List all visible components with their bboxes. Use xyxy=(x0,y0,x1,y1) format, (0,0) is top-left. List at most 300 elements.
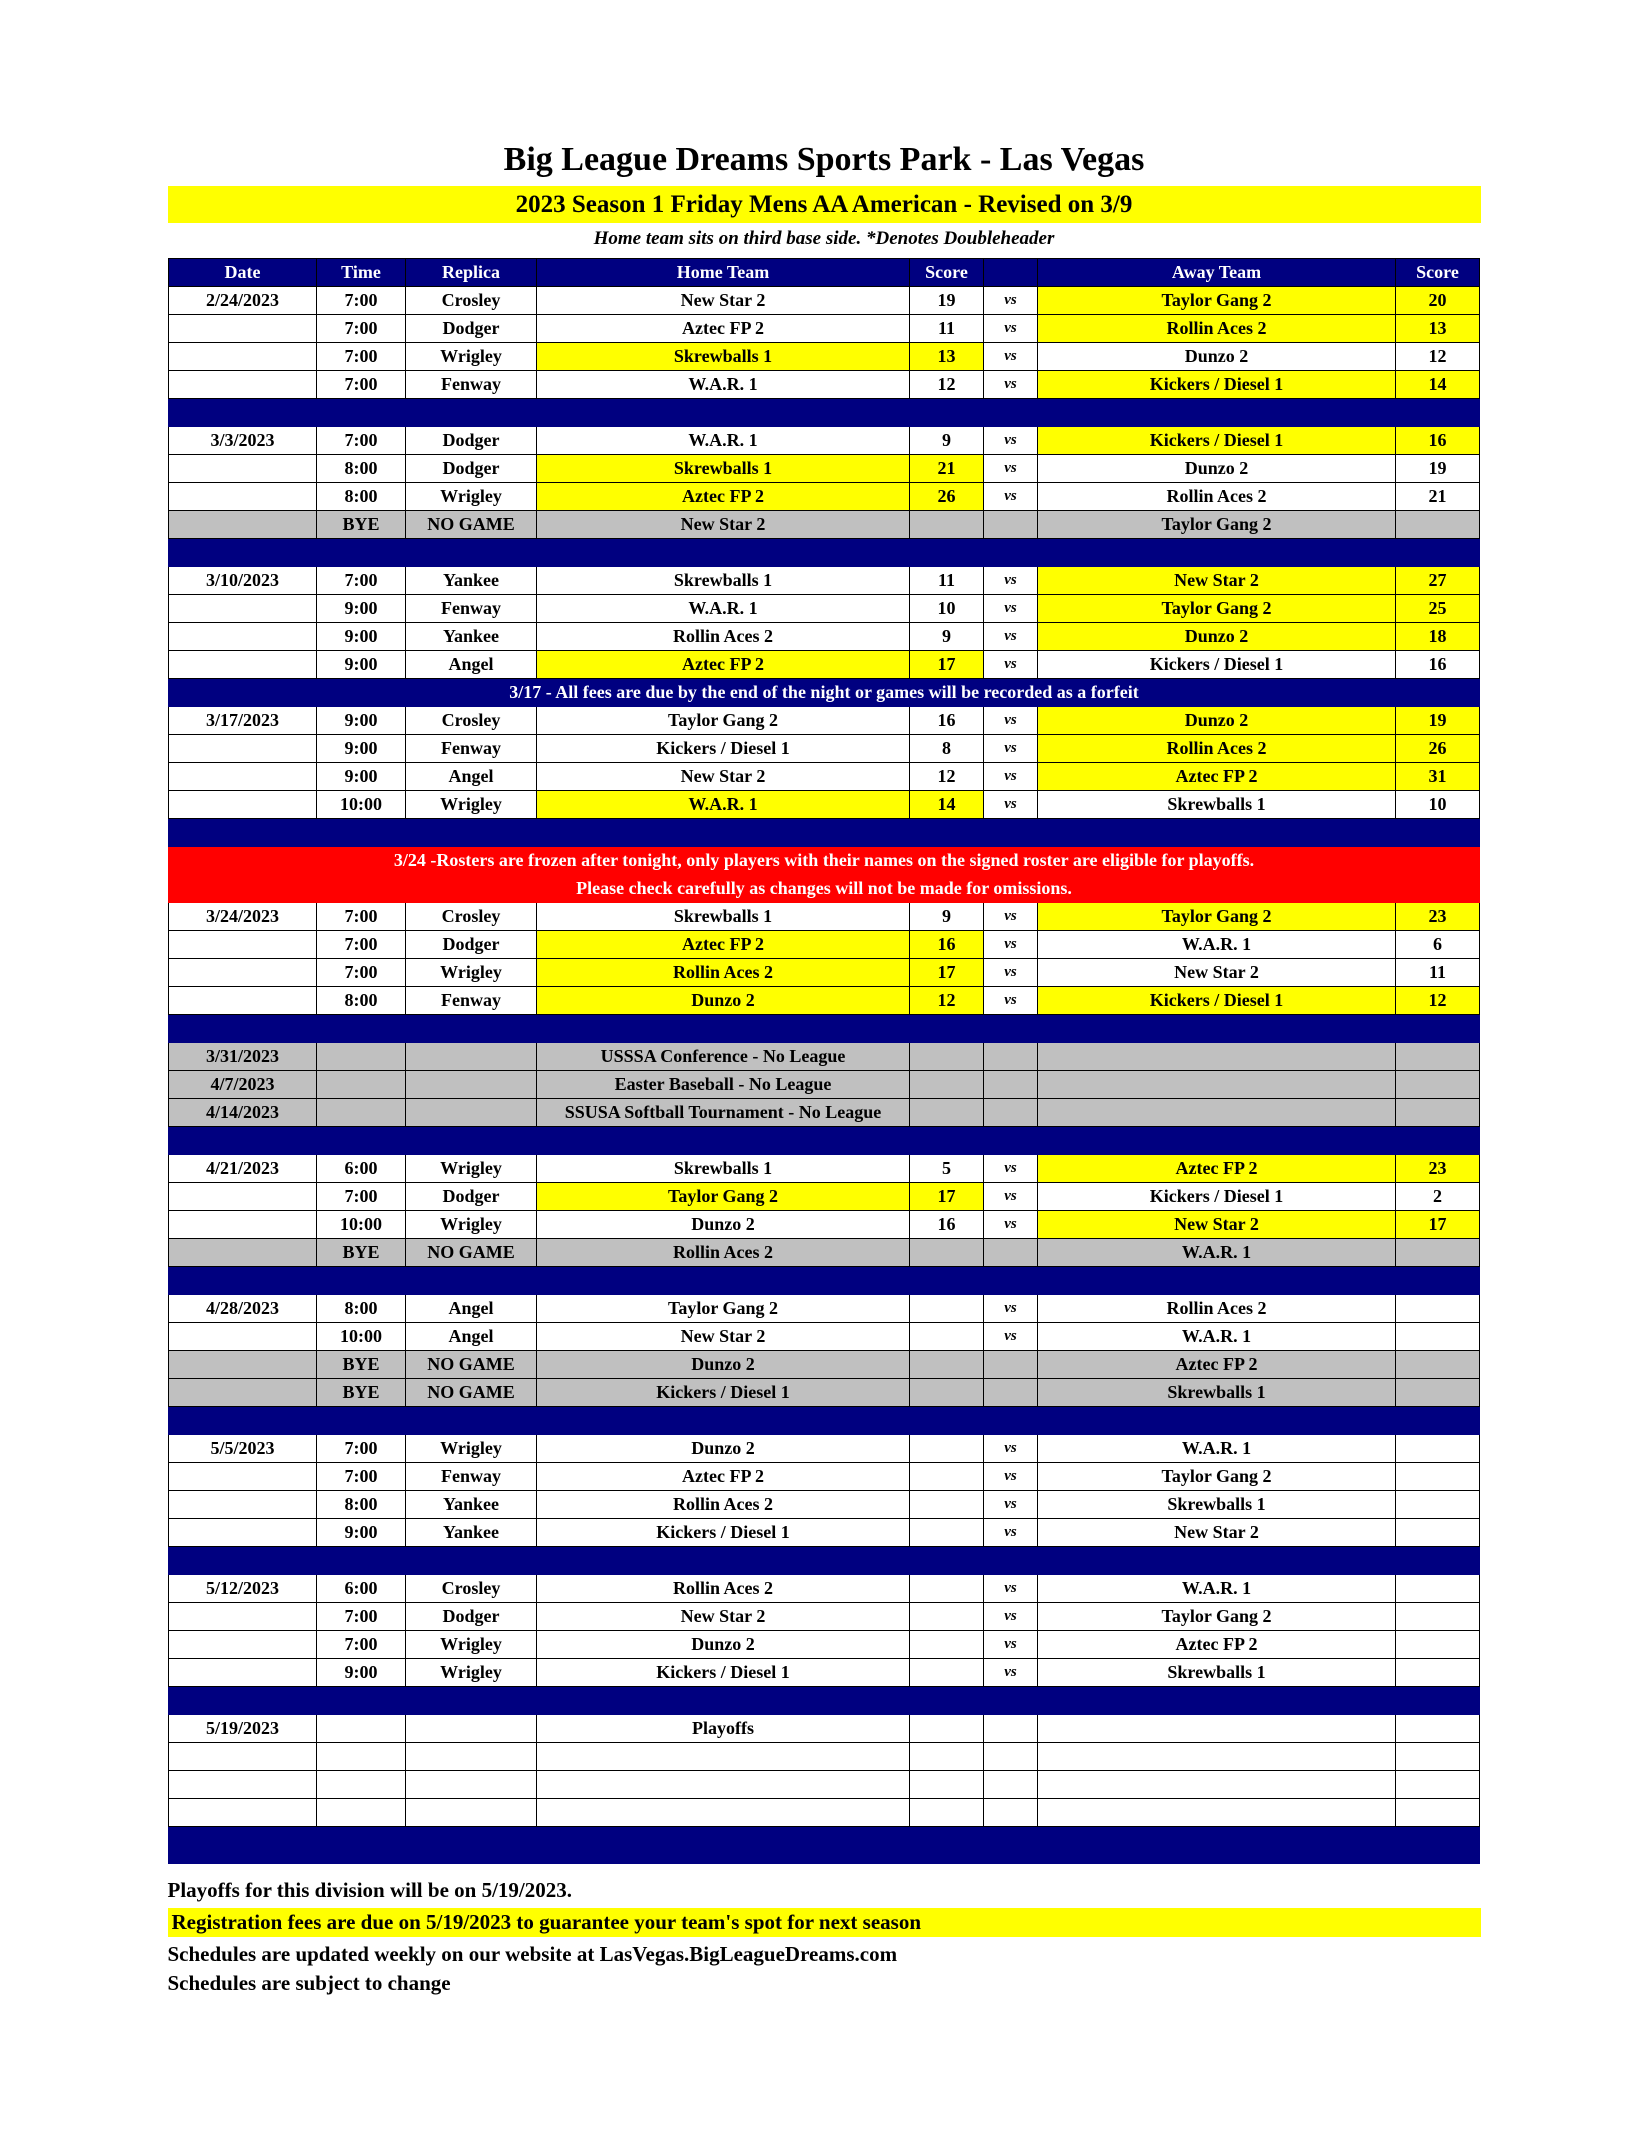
away-score-cell xyxy=(1396,1715,1480,1743)
home-score-cell xyxy=(910,1463,984,1491)
date-cell: 3/10/2023 xyxy=(169,567,317,595)
away-team-cell: Kickers / Diesel 1 xyxy=(1038,651,1396,679)
date-cell xyxy=(169,1743,317,1771)
away-score-cell: 2 xyxy=(1396,1183,1480,1211)
home-score-cell xyxy=(910,1799,984,1827)
date-cell xyxy=(169,959,317,987)
replica-cell: Crosley xyxy=(406,287,537,315)
away-score-cell: 23 xyxy=(1396,903,1480,931)
replica-cell xyxy=(406,1071,537,1099)
replica-cell: NO GAME xyxy=(406,1379,537,1407)
away-team-cell: Rollin Aces 2 xyxy=(1038,315,1396,343)
time-cell: 10:00 xyxy=(317,1323,406,1351)
away-team-cell: Skrewballs 1 xyxy=(1038,1659,1396,1687)
date-cell: 3/3/2023 xyxy=(169,427,317,455)
spacer-band xyxy=(169,1547,1480,1575)
time-cell xyxy=(317,1743,406,1771)
home-score-cell: 12 xyxy=(910,987,984,1015)
vs-cell: vs xyxy=(984,427,1038,455)
away-team-cell: Skrewballs 1 xyxy=(1038,1379,1396,1407)
replica-cell: Wrigley xyxy=(406,1631,537,1659)
vs-cell: vs xyxy=(984,651,1038,679)
away-score-cell: 26 xyxy=(1396,735,1480,763)
vs-cell: vs xyxy=(984,1435,1038,1463)
date-cell xyxy=(169,1771,317,1799)
time-cell xyxy=(317,1799,406,1827)
home-score-cell xyxy=(910,1295,984,1323)
date-cell xyxy=(169,1323,317,1351)
vs-cell: vs xyxy=(984,931,1038,959)
spacer-band xyxy=(169,399,1480,427)
game-row xyxy=(169,987,1480,1015)
away-score-cell: 16 xyxy=(1396,651,1480,679)
spacer-band xyxy=(169,1407,1480,1435)
vs-cell: vs xyxy=(984,791,1038,819)
time-cell: 6:00 xyxy=(317,1575,406,1603)
away-score-cell: 21 xyxy=(1396,483,1480,511)
home-score-cell xyxy=(910,1099,984,1127)
away-score-cell: 18 xyxy=(1396,623,1480,651)
away-score-cell xyxy=(1396,1799,1480,1827)
away-team-cell: Rollin Aces 2 xyxy=(1038,735,1396,763)
home-score-cell: 17 xyxy=(910,1183,984,1211)
page-title: Big League Dreams Sports Park - Las Vegas xyxy=(503,141,1145,178)
away-score-cell xyxy=(1396,1239,1480,1267)
time-cell xyxy=(317,1043,406,1071)
col-header-replica: Replica xyxy=(406,259,537,287)
vs-cell xyxy=(984,1379,1038,1407)
away-team-cell: Dunzo 2 xyxy=(1038,707,1396,735)
schedule-table xyxy=(168,258,1480,1864)
vs-cell: vs xyxy=(984,1631,1038,1659)
away-score-cell xyxy=(1396,1771,1480,1799)
date-cell xyxy=(169,1799,317,1827)
date-cell xyxy=(169,511,317,539)
date-cell xyxy=(169,483,317,511)
date-cell xyxy=(169,1603,317,1631)
date-cell: 3/24/2023 xyxy=(169,903,317,931)
replica-cell: Fenway xyxy=(406,595,537,623)
game-row xyxy=(169,651,1480,679)
event-title-cell: USSSA Conference - No League xyxy=(537,1043,910,1071)
away-team-cell: Taylor Gang 2 xyxy=(1038,1463,1396,1491)
home-score-cell: 11 xyxy=(910,315,984,343)
replica-cell xyxy=(406,1099,537,1127)
time-cell: 9:00 xyxy=(317,1519,406,1547)
replica-cell: Wrigley xyxy=(406,1155,537,1183)
registration-note: Registration fees are due on 5/19/2023 to guarantee your team's spot for next season xyxy=(168,1908,1481,1937)
date-cell xyxy=(169,1211,317,1239)
date-cell xyxy=(169,455,317,483)
date-cell xyxy=(169,763,317,791)
replica-cell: Angel xyxy=(406,1323,537,1351)
replica-cell xyxy=(406,1743,537,1771)
time-cell: 7:00 xyxy=(317,1603,406,1631)
time-cell: 8:00 xyxy=(317,987,406,1015)
time-cell: 7:00 xyxy=(317,1435,406,1463)
spacer-band xyxy=(169,539,1480,567)
vs-cell: vs xyxy=(984,371,1038,399)
vs-cell: vs xyxy=(984,1183,1038,1211)
home-team-cell: Skrewballs 1 xyxy=(537,343,910,371)
home-score-cell xyxy=(910,1071,984,1099)
replica-cell: Dodger xyxy=(406,315,537,343)
spacer-band xyxy=(169,819,1480,847)
replica-cell xyxy=(406,1043,537,1071)
home-team-cell: Taylor Gang 2 xyxy=(537,1295,910,1323)
game-row xyxy=(169,287,1480,315)
away-team-cell: W.A.R. 1 xyxy=(1038,1575,1396,1603)
home-team-cell: W.A.R. 1 xyxy=(537,595,910,623)
home-team-cell: Aztec FP 2 xyxy=(537,315,910,343)
date-cell: 4/28/2023 xyxy=(169,1295,317,1323)
game-row xyxy=(169,371,1480,399)
away-score-cell xyxy=(1396,1435,1480,1463)
away-score-cell xyxy=(1396,1519,1480,1547)
time-cell: BYE xyxy=(317,1379,406,1407)
away-team-cell: Skrewballs 1 xyxy=(1038,1491,1396,1519)
replica-cell: NO GAME xyxy=(406,511,537,539)
spacer-band xyxy=(169,1015,1480,1043)
home-score-cell xyxy=(910,1491,984,1519)
time-cell: 8:00 xyxy=(317,1491,406,1519)
home-team-cell: Kickers / Diesel 1 xyxy=(537,1659,910,1687)
vs-cell: vs xyxy=(984,1155,1038,1183)
vs-cell: vs xyxy=(984,343,1038,371)
time-cell: 7:00 xyxy=(317,315,406,343)
away-score-cell xyxy=(1396,1463,1480,1491)
game-row xyxy=(169,315,1480,343)
away-score-cell: 16 xyxy=(1396,427,1480,455)
blank-row xyxy=(169,1743,1480,1771)
away-score-cell xyxy=(1396,1295,1480,1323)
bye-row xyxy=(169,1351,1480,1379)
game-row xyxy=(169,1463,1480,1491)
spacer-band xyxy=(169,1687,1480,1715)
home-team-cell: Skrewballs 1 xyxy=(537,1155,910,1183)
away-team-cell: Kickers / Diesel 1 xyxy=(1038,427,1396,455)
away-team-cell: W.A.R. 1 xyxy=(1038,1239,1396,1267)
home-team-cell xyxy=(537,1799,910,1827)
replica-cell: NO GAME xyxy=(406,1351,537,1379)
replica-cell: Yankee xyxy=(406,623,537,651)
date-cell xyxy=(169,1631,317,1659)
game-row xyxy=(169,483,1480,511)
game-row xyxy=(169,903,1480,931)
home-score-cell: 8 xyxy=(910,735,984,763)
away-team-cell: Aztec FP 2 xyxy=(1038,1351,1396,1379)
away-team-cell: Taylor Gang 2 xyxy=(1038,595,1396,623)
replica-cell: Angel xyxy=(406,1295,537,1323)
home-team-cell: Aztec FP 2 xyxy=(537,651,910,679)
replica-cell xyxy=(406,1799,537,1827)
game-row xyxy=(169,735,1480,763)
home-team-cell: Dunzo 2 xyxy=(537,1631,910,1659)
home-score-cell xyxy=(910,1435,984,1463)
home-score-cell xyxy=(910,1575,984,1603)
time-cell: 8:00 xyxy=(317,455,406,483)
home-team-cell xyxy=(537,1771,910,1799)
home-team-cell: New Star 2 xyxy=(537,287,910,315)
away-team-cell: Dunzo 2 xyxy=(1038,455,1396,483)
replica-cell: Wrigley xyxy=(406,1659,537,1687)
date-cell xyxy=(169,315,317,343)
home-score-cell: 13 xyxy=(910,343,984,371)
replica-cell: NO GAME xyxy=(406,1239,537,1267)
vs-cell xyxy=(984,1239,1038,1267)
replica-cell: Crosley xyxy=(406,903,537,931)
vs-cell: vs xyxy=(984,903,1038,931)
vs-cell: vs xyxy=(984,455,1038,483)
date-cell: 4/14/2023 xyxy=(169,1099,317,1127)
replica-cell: Wrigley xyxy=(406,1211,537,1239)
home-team-cell: Taylor Gang 2 xyxy=(537,1183,910,1211)
col-header-home-score: Score xyxy=(910,259,984,287)
away-team-cell: New Star 2 xyxy=(1038,567,1396,595)
away-team-cell: Taylor Gang 2 xyxy=(1038,511,1396,539)
away-team-cell: Aztec FP 2 xyxy=(1038,1631,1396,1659)
spacer-band xyxy=(169,1267,1480,1295)
home-score-cell xyxy=(910,1351,984,1379)
date-cell: 5/5/2023 xyxy=(169,1435,317,1463)
replica-cell: Fenway xyxy=(406,987,537,1015)
date-cell xyxy=(169,595,317,623)
date-cell: 5/19/2023 xyxy=(169,1715,317,1743)
date-cell xyxy=(169,987,317,1015)
date-cell xyxy=(169,1239,317,1267)
vs-cell: vs xyxy=(984,1575,1038,1603)
home-score-cell: 16 xyxy=(910,1211,984,1239)
away-score-cell: 6 xyxy=(1396,931,1480,959)
game-row xyxy=(169,1435,1480,1463)
away-team-cell xyxy=(1038,1771,1396,1799)
spacer-row xyxy=(169,1547,1480,1575)
home-score-cell xyxy=(910,1519,984,1547)
date-cell: 4/21/2023 xyxy=(169,1155,317,1183)
time-cell: 9:00 xyxy=(317,707,406,735)
game-row xyxy=(169,1603,1480,1631)
time-cell: 6:00 xyxy=(317,1155,406,1183)
time-cell: 7:00 xyxy=(317,427,406,455)
col-header-vs xyxy=(984,259,1038,287)
vs-cell: vs xyxy=(984,1659,1038,1687)
date-cell: 4/7/2023 xyxy=(169,1071,317,1099)
home-team-cell: Rollin Aces 2 xyxy=(537,1575,910,1603)
away-team-cell: New Star 2 xyxy=(1038,959,1396,987)
vs-cell: vs xyxy=(984,959,1038,987)
time-cell xyxy=(317,1771,406,1799)
date-cell: 3/31/2023 xyxy=(169,1043,317,1071)
date-cell xyxy=(169,735,317,763)
home-score-cell: 17 xyxy=(910,959,984,987)
away-team-cell: W.A.R. 1 xyxy=(1038,1435,1396,1463)
game-row xyxy=(169,1575,1480,1603)
home-team-cell: Dunzo 2 xyxy=(537,1211,910,1239)
alert-text: 3/24 -Rosters are frozen after tonight, only players with their names on the signed roster are eligible for playoffs. xyxy=(169,847,1480,875)
replica-cell: Yankee xyxy=(406,567,537,595)
away-score-cell: 25 xyxy=(1396,595,1480,623)
away-team-cell: Aztec FP 2 xyxy=(1038,763,1396,791)
home-score-cell: 17 xyxy=(910,651,984,679)
home-team-cell: W.A.R. 1 xyxy=(537,371,910,399)
date-cell xyxy=(169,623,317,651)
away-team-cell: Rollin Aces 2 xyxy=(1038,1295,1396,1323)
away-team-cell xyxy=(1038,1043,1396,1071)
col-header-home-team: Home Team xyxy=(537,259,910,287)
away-score-cell xyxy=(1396,1099,1480,1127)
replica-cell: Crosley xyxy=(406,1575,537,1603)
replica-cell: Angel xyxy=(406,651,537,679)
alert-row xyxy=(169,875,1480,903)
away-team-cell: Taylor Gang 2 xyxy=(1038,903,1396,931)
away-team-cell: Rollin Aces 2 xyxy=(1038,483,1396,511)
replica-cell xyxy=(406,1715,537,1743)
vs-cell xyxy=(984,1099,1038,1127)
alert-text: Please check carefully as changes will not be made for omissions. xyxy=(169,875,1480,903)
home-score-cell: 16 xyxy=(910,707,984,735)
home-score-cell xyxy=(910,1659,984,1687)
time-cell: 9:00 xyxy=(317,735,406,763)
game-row xyxy=(169,623,1480,651)
time-cell: 9:00 xyxy=(317,651,406,679)
home-team-cell: Rollin Aces 2 xyxy=(537,959,910,987)
home-score-cell xyxy=(910,1715,984,1743)
date-cell: 2/24/2023 xyxy=(169,287,317,315)
spacer-row xyxy=(169,1407,1480,1435)
away-team-cell xyxy=(1038,1071,1396,1099)
home-score-cell: 10 xyxy=(910,595,984,623)
away-score-cell: 19 xyxy=(1396,707,1480,735)
blank-row xyxy=(169,1799,1480,1827)
away-score-cell xyxy=(1396,1043,1480,1071)
home-score-cell: 14 xyxy=(910,791,984,819)
time-cell: 9:00 xyxy=(317,763,406,791)
time-cell: 9:00 xyxy=(317,623,406,651)
game-row xyxy=(169,1659,1480,1687)
home-team-cell: Rollin Aces 2 xyxy=(537,623,910,651)
game-row xyxy=(169,931,1480,959)
home-team-note: Home team sits on third base side. *Denotes Doubleheader xyxy=(593,228,1055,249)
date-cell xyxy=(169,1491,317,1519)
replica-cell: Wrigley xyxy=(406,959,537,987)
away-team-cell: New Star 2 xyxy=(1038,1211,1396,1239)
replica-cell: Dodger xyxy=(406,1603,537,1631)
replica-cell: Wrigley xyxy=(406,791,537,819)
spacer-row xyxy=(169,539,1480,567)
home-team-cell: New Star 2 xyxy=(537,511,910,539)
replica-cell: Wrigley xyxy=(406,343,537,371)
home-score-cell: 5 xyxy=(910,1155,984,1183)
bye-row xyxy=(169,511,1480,539)
vs-cell: vs xyxy=(984,1211,1038,1239)
time-cell: 9:00 xyxy=(317,1659,406,1687)
home-team-cell: W.A.R. 1 xyxy=(537,791,910,819)
date-cell xyxy=(169,1183,317,1211)
playoffs-note: Playoffs for this division will be on 5/19/2023. xyxy=(167,1878,572,1902)
home-score-cell: 26 xyxy=(910,483,984,511)
away-score-cell: 19 xyxy=(1396,455,1480,483)
game-row xyxy=(169,1491,1480,1519)
vs-cell: vs xyxy=(984,483,1038,511)
time-cell: 9:00 xyxy=(317,595,406,623)
replica-cell: Yankee xyxy=(406,1491,537,1519)
home-score-cell: 19 xyxy=(910,287,984,315)
replica-cell: Wrigley xyxy=(406,483,537,511)
date-cell: 3/17/2023 xyxy=(169,707,317,735)
game-row xyxy=(169,1519,1480,1547)
notice-text: 3/17 - All fees are due by the end of the night or games will be recorded as a forfeit xyxy=(169,679,1480,707)
event-title-cell: SSUSA Softball Tournament - No League xyxy=(537,1099,910,1127)
vs-cell: vs xyxy=(984,1323,1038,1351)
away-team-cell: W.A.R. 1 xyxy=(1038,931,1396,959)
spacer-band xyxy=(169,1827,1480,1864)
vs-cell xyxy=(984,1799,1038,1827)
time-cell: 7:00 xyxy=(317,903,406,931)
away-score-cell xyxy=(1396,1323,1480,1351)
away-score-cell xyxy=(1396,1603,1480,1631)
replica-cell: Fenway xyxy=(406,371,537,399)
date-cell xyxy=(169,1379,317,1407)
time-cell: 8:00 xyxy=(317,483,406,511)
time-cell: 7:00 xyxy=(317,343,406,371)
away-team-cell: Aztec FP 2 xyxy=(1038,1155,1396,1183)
game-row xyxy=(169,791,1480,819)
vs-cell: vs xyxy=(984,707,1038,735)
time-cell: BYE xyxy=(317,511,406,539)
home-team-cell xyxy=(537,1743,910,1771)
replica-cell: Crosley xyxy=(406,707,537,735)
away-score-cell xyxy=(1396,1379,1480,1407)
home-score-cell xyxy=(910,1631,984,1659)
vs-cell xyxy=(984,511,1038,539)
away-score-cell xyxy=(1396,1659,1480,1687)
home-score-cell xyxy=(910,1603,984,1631)
playoffs-row xyxy=(169,1715,1480,1743)
spacer-row xyxy=(169,1687,1480,1715)
home-team-cell: Kickers / Diesel 1 xyxy=(537,1379,910,1407)
home-score-cell: 9 xyxy=(910,903,984,931)
home-team-cell: Rollin Aces 2 xyxy=(537,1491,910,1519)
time-cell: 10:00 xyxy=(317,1211,406,1239)
game-row xyxy=(169,567,1480,595)
away-score-cell: 17 xyxy=(1396,1211,1480,1239)
away-score-cell: 11 xyxy=(1396,959,1480,987)
game-row xyxy=(169,1295,1480,1323)
away-team-cell: Kickers / Diesel 1 xyxy=(1038,371,1396,399)
event-row xyxy=(169,1043,1480,1071)
time-cell: 8:00 xyxy=(317,1295,406,1323)
game-row xyxy=(169,707,1480,735)
vs-cell: vs xyxy=(984,763,1038,791)
away-team-cell: New Star 2 xyxy=(1038,1519,1396,1547)
away-team-cell: W.A.R. 1 xyxy=(1038,1323,1396,1351)
away-team-cell: Kickers / Diesel 1 xyxy=(1038,987,1396,1015)
vs-cell: vs xyxy=(984,1463,1038,1491)
spacer-row xyxy=(169,1127,1480,1155)
replica-cell: Dodger xyxy=(406,931,537,959)
away-team-cell: Dunzo 2 xyxy=(1038,343,1396,371)
away-score-cell xyxy=(1396,511,1480,539)
col-header-date: Date xyxy=(169,259,317,287)
home-team-cell: Kickers / Diesel 1 xyxy=(537,735,910,763)
away-team-cell xyxy=(1038,1743,1396,1771)
vs-cell: vs xyxy=(984,1491,1038,1519)
time-cell: 7:00 xyxy=(317,567,406,595)
away-score-cell: 31 xyxy=(1396,763,1480,791)
away-score-cell xyxy=(1396,1631,1480,1659)
time-cell: 7:00 xyxy=(317,371,406,399)
time-cell xyxy=(317,1071,406,1099)
